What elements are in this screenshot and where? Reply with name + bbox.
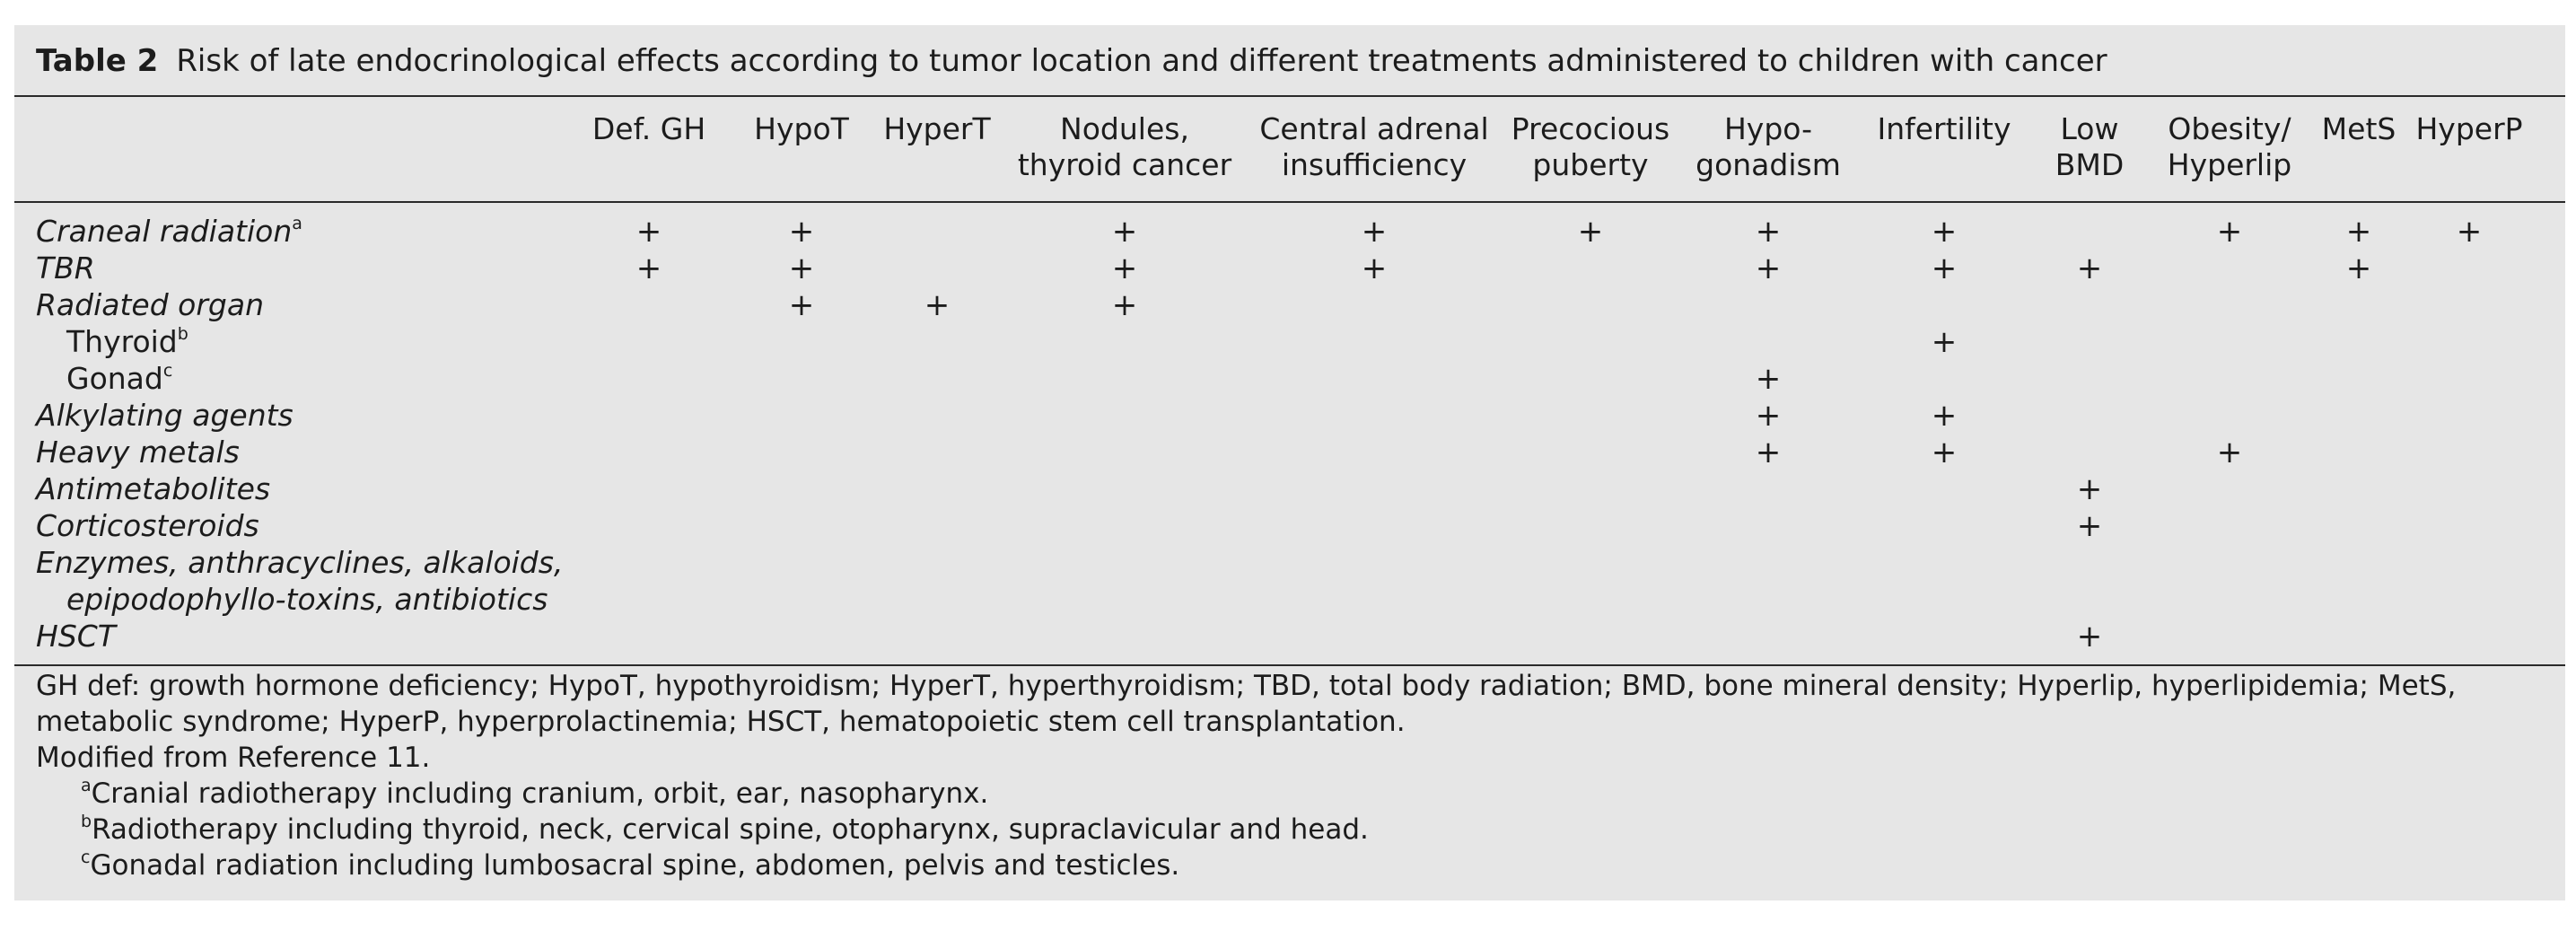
row-label (66, 582, 548, 618)
risk-mark: + (1111, 287, 1138, 323)
row-label (36, 398, 294, 434)
row-label-text: TBR (36, 250, 95, 285)
risk-mark: + (1755, 250, 1782, 286)
row-label-text: Thyroid (66, 324, 178, 359)
risk-mark: + (2345, 214, 2372, 250)
row-label-text: Heavy metals (36, 435, 240, 470)
risk-mark: + (1111, 214, 1138, 250)
risk-mark: + (2345, 250, 2372, 286)
column-header-line1: Def. GH (591, 111, 706, 146)
risk-mark: + (1931, 324, 1958, 360)
column-header-11 (2322, 111, 2396, 147)
column-header-10 (2168, 111, 2291, 183)
risk-mark: + (2076, 250, 2103, 286)
risk-mark: + (2216, 435, 2243, 470)
risk-mark: + (2076, 471, 2103, 507)
risk-mark: + (1755, 361, 1782, 397)
risk-mark: + (1361, 250, 1388, 286)
risk-mark: + (788, 287, 815, 323)
risk-mark: + (1755, 398, 1782, 434)
column-header-line1: Precocious (1511, 111, 1670, 146)
column-header-line2: Hyperlip (2167, 147, 2292, 182)
footnote-b (81, 812, 1369, 848)
risk-mark: + (1931, 435, 1958, 470)
row-label (36, 214, 302, 250)
row-label (36, 250, 95, 286)
row-label (36, 545, 563, 581)
risk-mark: + (1931, 250, 1958, 286)
column-header-line1: Hypo- (1723, 111, 1813, 146)
row-label-text: Corticosteroids (36, 508, 259, 543)
column-header-4 (1018, 111, 1231, 183)
row-label-text: Craneal radiation (36, 214, 293, 249)
column-header-8 (1877, 111, 2011, 147)
row-label (66, 361, 172, 397)
column-header-line2: insufficiency (1281, 147, 1468, 182)
column-header-line1: Obesity/ (2168, 111, 2291, 146)
risk-mark: + (788, 250, 815, 286)
risk-mark: + (635, 250, 662, 286)
footnote-marker: c (162, 361, 173, 381)
row-label-text: HSCT (36, 619, 116, 654)
column-header-line1: Infertility (1877, 111, 2011, 146)
column-header-7 (1695, 111, 1841, 183)
risk-mark: + (2456, 214, 2483, 250)
table-number: Table 2 (36, 43, 159, 79)
column-header-1 (592, 111, 705, 147)
risk-mark: + (635, 214, 662, 250)
footnote-text: Cranial radiotherapy including cranium, orbit, ear, nasopharynx. (91, 777, 989, 810)
risk-mark: + (1755, 435, 1782, 470)
column-header-line2: puberty (1532, 147, 1649, 182)
row-label (36, 435, 240, 470)
footnote-a (81, 776, 988, 812)
row-label (36, 471, 270, 507)
risk-mark: + (2216, 214, 2243, 250)
footnote-text: Gonadal radiation including lumbosacral spine, abdomen, pelvis and testicles. (90, 849, 1180, 882)
top-rule (14, 95, 2565, 97)
row-label-text: Alkylating agents (36, 398, 294, 433)
footnote-marker: b (81, 812, 92, 831)
column-header-12 (2415, 111, 2522, 147)
footnote-marker: c (81, 848, 91, 867)
footnote-marker: a (81, 776, 92, 795)
column-header-line1: Low (2060, 111, 2119, 146)
column-header-line1: HyperT (883, 111, 991, 146)
row-label (36, 508, 259, 544)
source-note: Modified from Reference 11. (36, 742, 431, 774)
bottom-rule (14, 664, 2565, 666)
row-label-text: Gonad (66, 361, 163, 396)
footnote-text: Radiotherapy including thyroid, neck, cervical spine, otopharynx, supraclavicular and head. (92, 813, 1369, 846)
row-label-text: Enzymes, anthracyclines, alkaloids, (36, 545, 564, 580)
table-panel (14, 25, 2565, 900)
risk-mark: + (1931, 398, 1958, 434)
column-header-3 (883, 111, 990, 147)
column-header-line2: gonadism (1695, 147, 1841, 182)
row-label-text: Radiated organ (36, 287, 265, 322)
row-label-text: epipodophyllo-toxins, antibiotics (66, 582, 548, 617)
column-header-line2: thyroid cancer (1017, 147, 1232, 182)
row-label-text: Antimetabolites (36, 471, 271, 506)
risk-mark: + (2076, 619, 2103, 654)
column-header-line1: Nodules, (1060, 111, 1189, 146)
risk-mark: + (1577, 214, 1604, 250)
footnote-marker: a (292, 214, 302, 233)
table-title (36, 41, 2107, 81)
risk-mark: + (1361, 214, 1388, 250)
risk-mark: + (1111, 250, 1138, 286)
column-header-5 (1259, 111, 1488, 183)
row-label (66, 324, 188, 360)
column-header-6 (1511, 111, 1669, 183)
column-header-line1: Central adrenal (1259, 111, 1489, 146)
column-header-line2: BMD (2055, 147, 2125, 182)
column-header-2 (754, 111, 849, 147)
risk-mark: + (788, 214, 815, 250)
row-label (36, 619, 116, 654)
risk-mark: + (924, 287, 951, 323)
column-header-line1: MetS (2321, 111, 2396, 146)
risk-mark: + (2076, 508, 2103, 544)
footnote-c (81, 848, 1179, 883)
risk-mark: + (1931, 214, 1958, 250)
risk-mark: + (1755, 214, 1782, 250)
header-rule (14, 201, 2565, 203)
row-label (36, 287, 264, 323)
column-header-line1: HypoT (754, 111, 849, 146)
column-header-line1: HyperP (2415, 111, 2523, 146)
table-caption: Risk of late endocrinological effects according to tumor location and different treatments administered to children with cancer (176, 43, 2107, 79)
footnote-marker: b (177, 324, 188, 344)
column-header-9 (2055, 111, 2125, 183)
abbreviations-note: GH def: growth hormone deficiency; HypoT, hypothyroidism; HyperT, hyperthyroidism; TBD, total body radiation; BMD, bone mineral density; Hyperlip, hyperlipidemia; MetS, metabolic syndrome; HyperP, hyperprolactinemia; HSCT, hematopoietic stem cell transplantation. (36, 670, 2457, 738)
